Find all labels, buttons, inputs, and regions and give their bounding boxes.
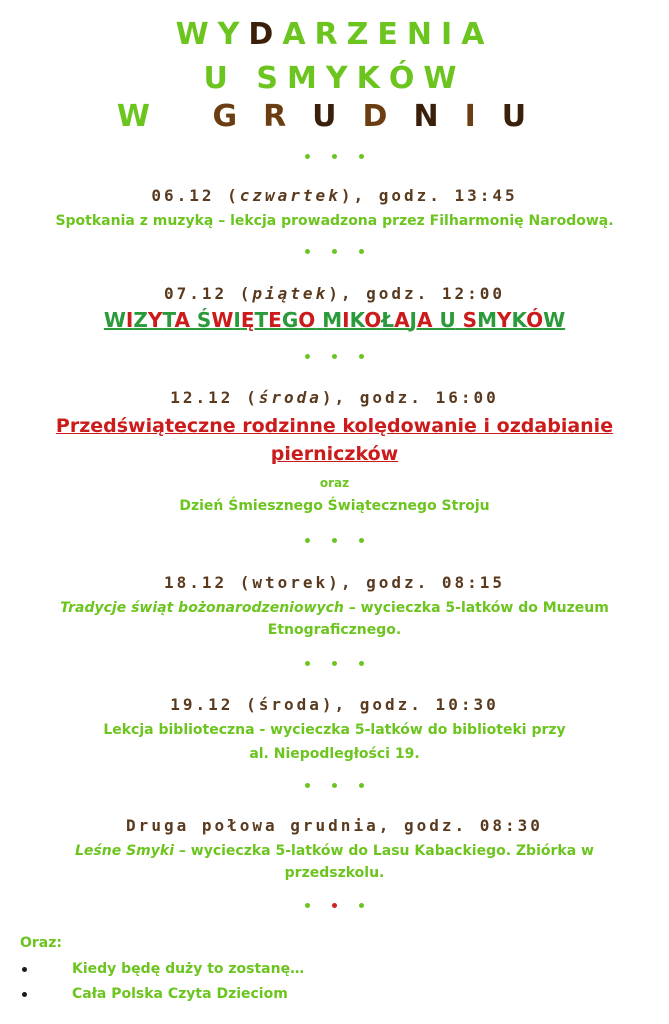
title-letter: W: [175, 17, 218, 52]
event-2-date: 07.12 (piątek), godz. 12:00: [163, 284, 506, 303]
event-5-date: 19.12 (środa), godz. 10:30: [170, 695, 499, 714]
title-letter: E: [377, 17, 407, 52]
event-1-description: Spotkania z muzyką – lekcja prowadzona przez Filharmonię Narodową.: [55, 213, 614, 229]
headline-letter: E: [268, 308, 282, 332]
separator-dots: [0, 346, 669, 356]
separator-dots: [0, 241, 669, 251]
headline-letter: M: [322, 308, 343, 332]
title-letter: G: [212, 99, 264, 134]
title-line-3: [0, 99, 669, 134]
headline-letter: Y: [496, 308, 512, 332]
headline-letter: Y: [147, 308, 163, 332]
headline-letter: [190, 308, 197, 332]
title-letter: [237, 64, 256, 94]
extra-label: Oraz:: [20, 935, 62, 951]
title-letter: I: [464, 99, 502, 134]
title-letter: R: [314, 17, 347, 52]
separator-dots: [0, 775, 669, 785]
event-4-description: Tradycje świąt bożonarodzeniowych – wycieczka 5-latków do Muzeum Etnograficznego.: [60, 600, 609, 638]
headline-letter: K: [511, 308, 527, 332]
headline-letter: O: [298, 308, 316, 332]
title-letter: I: [441, 17, 462, 52]
headline-letter: W: [543, 308, 566, 332]
title-letter: [176, 102, 212, 132]
event-4-date: 18.12 (wtorek), godz. 08:15: [163, 573, 506, 592]
title-letter: D: [248, 17, 283, 52]
headline-letter: M: [477, 308, 497, 332]
headline-letter: G: [281, 308, 299, 332]
title-letter: U: [312, 99, 363, 134]
headline-letter: T: [254, 308, 269, 332]
title-letter: D: [362, 99, 414, 134]
headline-letter: I: [233, 308, 241, 332]
title-letter: A: [461, 17, 494, 52]
event-6-date: Druga połowa grudnia, godz. 08:30: [126, 816, 543, 835]
title-line-1: [0, 17, 669, 52]
event-3-headline: Przedświąteczne rodzinne kolędowanie i ozdabianie pierniczków: [55, 415, 614, 465]
headline-letter: S: [462, 308, 478, 332]
title-letter: R: [263, 99, 313, 134]
event-3-oraz: oraz: [319, 476, 350, 490]
event-5-description-line-1: Lekcja biblioteczna - wycieczka 5-latków do biblioteki przy: [103, 722, 566, 738]
title-letter: Y: [325, 61, 357, 96]
title-letter: N: [406, 17, 442, 52]
extra-list: [22, 957, 304, 1007]
event-1-date: 06.12 (czwartek), godz. 13:45: [151, 186, 518, 205]
title-letter: Y: [217, 17, 249, 52]
headline-letter: A: [417, 308, 433, 332]
headline-letter: Ł: [381, 308, 395, 332]
separator-dots: [0, 653, 669, 663]
title-letter: Z: [346, 17, 378, 52]
event-5-description-line-2: al. Niepodległości 19.: [249, 746, 420, 762]
event-3-subtitle: Dzień Śmiesznego Świątecznego Stroju: [179, 498, 490, 514]
headline-letter: W: [211, 308, 234, 332]
title-letter: M: [286, 61, 326, 96]
headline-letter: Z: [133, 308, 148, 332]
separator-dots: [0, 146, 669, 156]
title-letter: S: [256, 61, 287, 96]
title-letter: W: [116, 99, 176, 134]
event-6-description: Leśne Smyki – wycieczka 5-latków do Lasu Kabackiego. Zbiórka w przedszkolu.: [75, 843, 594, 881]
headline-letter: Ś: [196, 308, 212, 332]
headline-letter: T: [162, 308, 175, 332]
separator-dots: [0, 895, 669, 905]
headline-letter: I: [342, 308, 350, 332]
headline-letter: A: [174, 308, 190, 332]
separator-dots: [0, 530, 669, 540]
headline-letter: Ę: [240, 308, 255, 332]
headline-letter: O: [364, 308, 382, 332]
headline-letter: I: [125, 308, 134, 332]
headline-letter: W: [103, 308, 126, 332]
title-letter: Ó: [388, 61, 424, 96]
title-letter: A: [282, 17, 315, 52]
title-letter: U: [203, 61, 237, 96]
title-letter: N: [413, 99, 465, 134]
headline-letter: [456, 308, 463, 332]
headline-letter: Ó: [526, 308, 544, 332]
headline-letter: J: [409, 308, 417, 332]
title-letter: W: [423, 61, 466, 96]
headline-letter: U: [439, 308, 456, 332]
title-letter: K: [356, 61, 389, 96]
list-item: Cała Polska Czyta Dzieciom: [22, 982, 304, 1007]
event-2-headline: [0, 308, 669, 332]
event-3-date: 12.12 (środa), godz. 16:00: [170, 388, 499, 407]
title-letter: U: [501, 99, 553, 134]
headline-letter: A: [394, 308, 410, 332]
list-item: Kiedy będę duży to zostanę…: [22, 957, 304, 982]
headline-letter: K: [349, 308, 365, 332]
title-line-2: [0, 61, 669, 96]
